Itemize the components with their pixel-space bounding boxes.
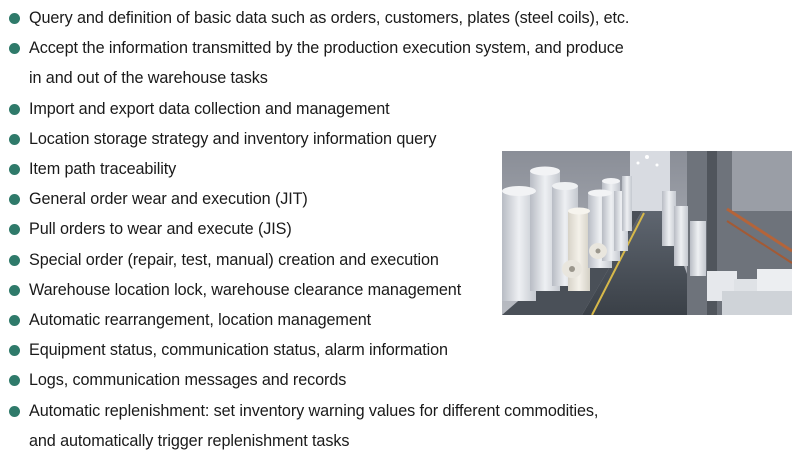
bullet-item: [8, 94, 668, 124]
bullet-text: Accept the information transmitted by the production execution system, and produce: [29, 39, 624, 58]
warehouse-illustration: [502, 151, 792, 315]
bullet-text: Import and export data collection and management: [29, 99, 390, 118]
bullet-dot-icon: [9, 255, 20, 266]
bullet-dot-icon: [9, 164, 20, 175]
bullet-item: [8, 335, 668, 365]
bullet-text: Pull orders to wear and execute (JIS): [29, 220, 292, 239]
bullet-text: Warehouse location lock, warehouse clearance management: [29, 280, 462, 299]
bullet-dot-icon: [9, 375, 20, 386]
bullet-dot-icon: [9, 345, 20, 356]
bullet-text: Equipment status, communication status, alarm information: [29, 341, 448, 360]
bullet-text: Automatic replenishment: set inventory warning values for different commodities,: [29, 401, 599, 420]
bullet-item: [8, 396, 668, 456]
bullet-item: [8, 3, 668, 33]
bullet-text: Automatic rearrangement, location management: [29, 311, 372, 330]
bullet-dot-icon: [9, 315, 20, 326]
bullet-dot-icon: [9, 43, 20, 54]
bullet-text: Logs, communication messages and records: [29, 371, 347, 390]
bullet-text: Item path traceability: [29, 160, 177, 179]
bullet-text: Special order (repair, test, manual) creation and execution: [29, 250, 439, 269]
bullet-dot-icon: [9, 194, 20, 205]
bullet-dot-icon: [9, 13, 20, 24]
warehouse-photo: [502, 151, 792, 315]
bullet-item: [8, 124, 668, 154]
bullet-dot-icon: [9, 134, 20, 145]
bullet-dot-icon: [9, 406, 20, 417]
bullet-dot-icon: [9, 285, 20, 296]
bullet-item: [8, 365, 668, 395]
bullet-text: General order wear and execution (JIT): [29, 190, 308, 209]
bullet-text-continuation: in and out of the warehouse tasks: [29, 69, 268, 88]
bullet-dot-icon: [9, 224, 20, 235]
bullet-item: [8, 33, 668, 93]
bullet-text-continuation: and automatically trigger replenishment tasks: [29, 431, 350, 450]
bullet-dot-icon: [9, 104, 20, 115]
bullet-text: Location storage strategy and inventory information query: [29, 129, 437, 148]
bullet-text: Query and definition of basic data such as orders, customers, plates (steel coils), etc.: [29, 9, 630, 27]
